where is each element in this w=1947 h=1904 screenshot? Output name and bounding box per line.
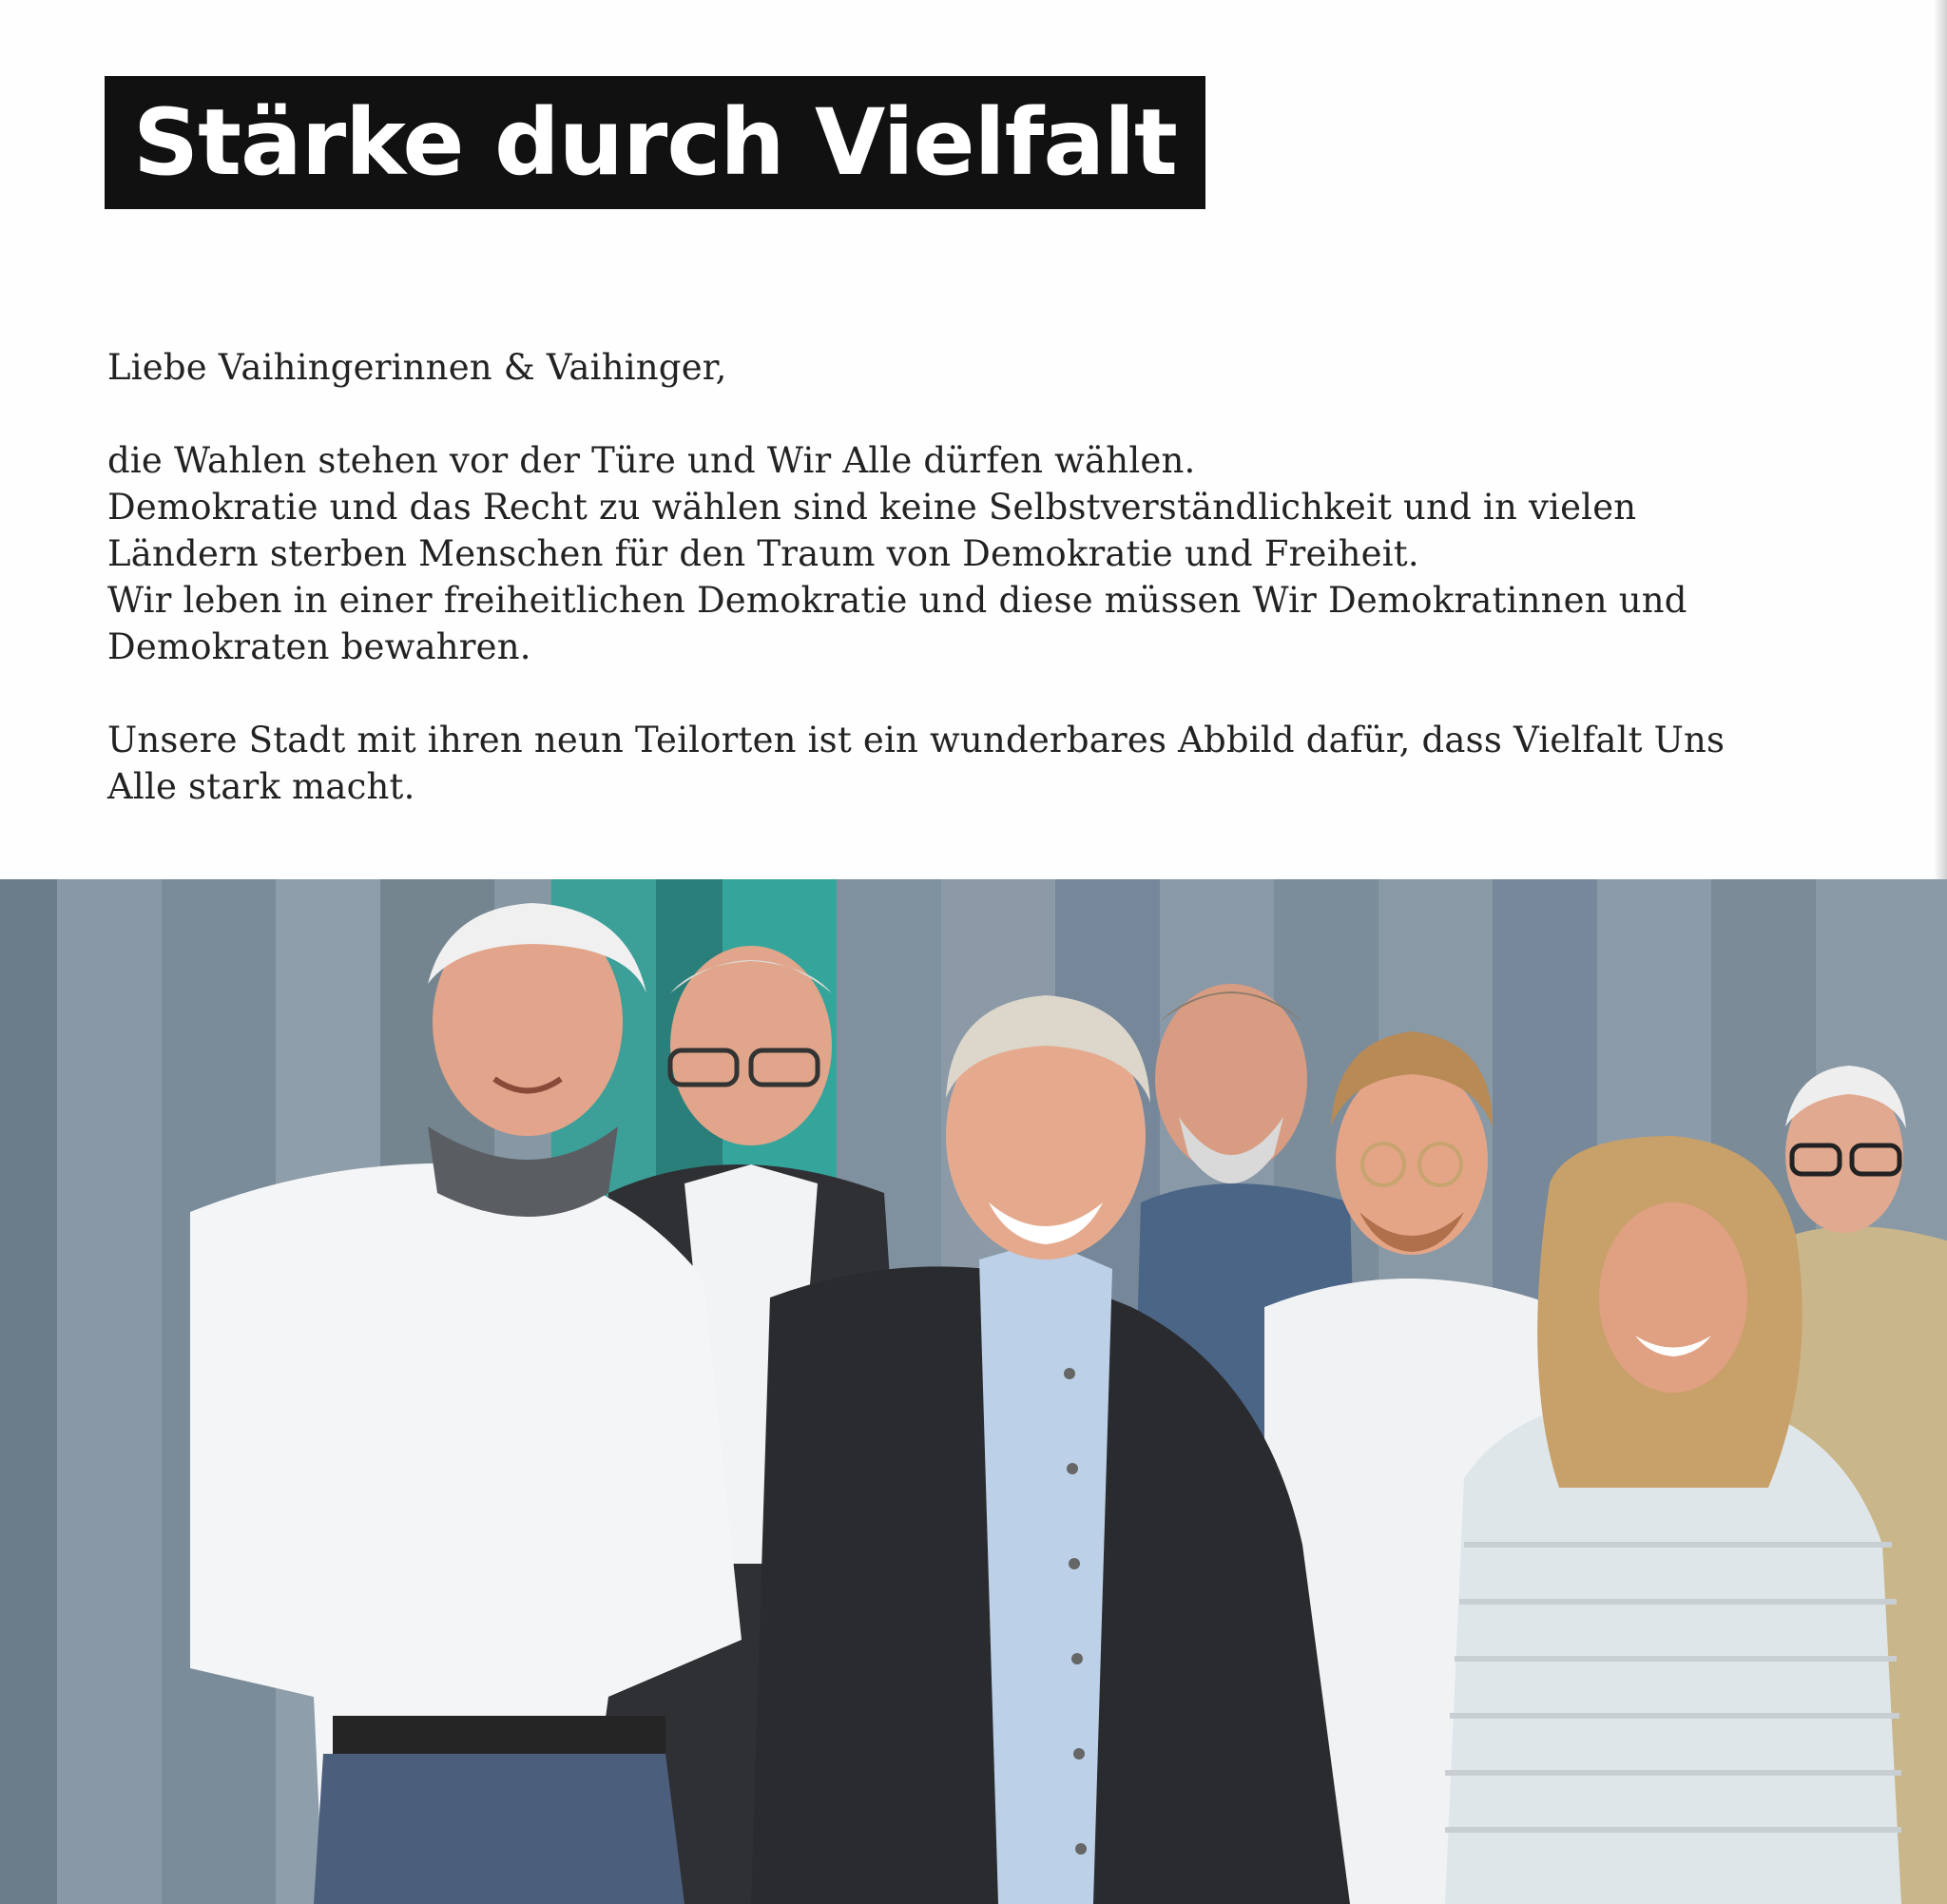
text-line: Unsere Stadt mit ihren neun Teilorten ist ein wunderbares Abbild dafür, dass Vielfalt Uns: [107, 720, 1725, 760]
group-photo: [0, 879, 1947, 1904]
text-line: Alle stark macht.: [107, 766, 415, 807]
text-line: Wir leben in einer freiheitlichen Demokratie und diese müssen Wir Demokratinnen und: [107, 580, 1687, 621]
letter-body: [107, 344, 1838, 810]
text-line: Demokratie und das Recht zu wählen sind keine Selbstverständlichkeit und in vielen: [107, 487, 1637, 528]
text-line: Ländern sterben Menschen für den Traum von Demokratie und Freiheit.: [107, 533, 1419, 574]
text-line: Demokraten bewahren.: [107, 626, 531, 667]
title-banner: [105, 76, 1205, 209]
group-photo-illustration: [0, 879, 1947, 1904]
paragraph-2: [107, 717, 1838, 810]
page-spine-shadow: [1934, 0, 1947, 889]
text-line: die Wahlen stehen vor der Türe und Wir Alle dürfen wählen.: [107, 440, 1196, 481]
page-title: Stärke durch Vielfalt: [133, 89, 1177, 196]
salutation: Liebe Vaihingerinnen & Vaihinger,: [107, 347, 727, 388]
paragraph-1: [107, 437, 1838, 670]
